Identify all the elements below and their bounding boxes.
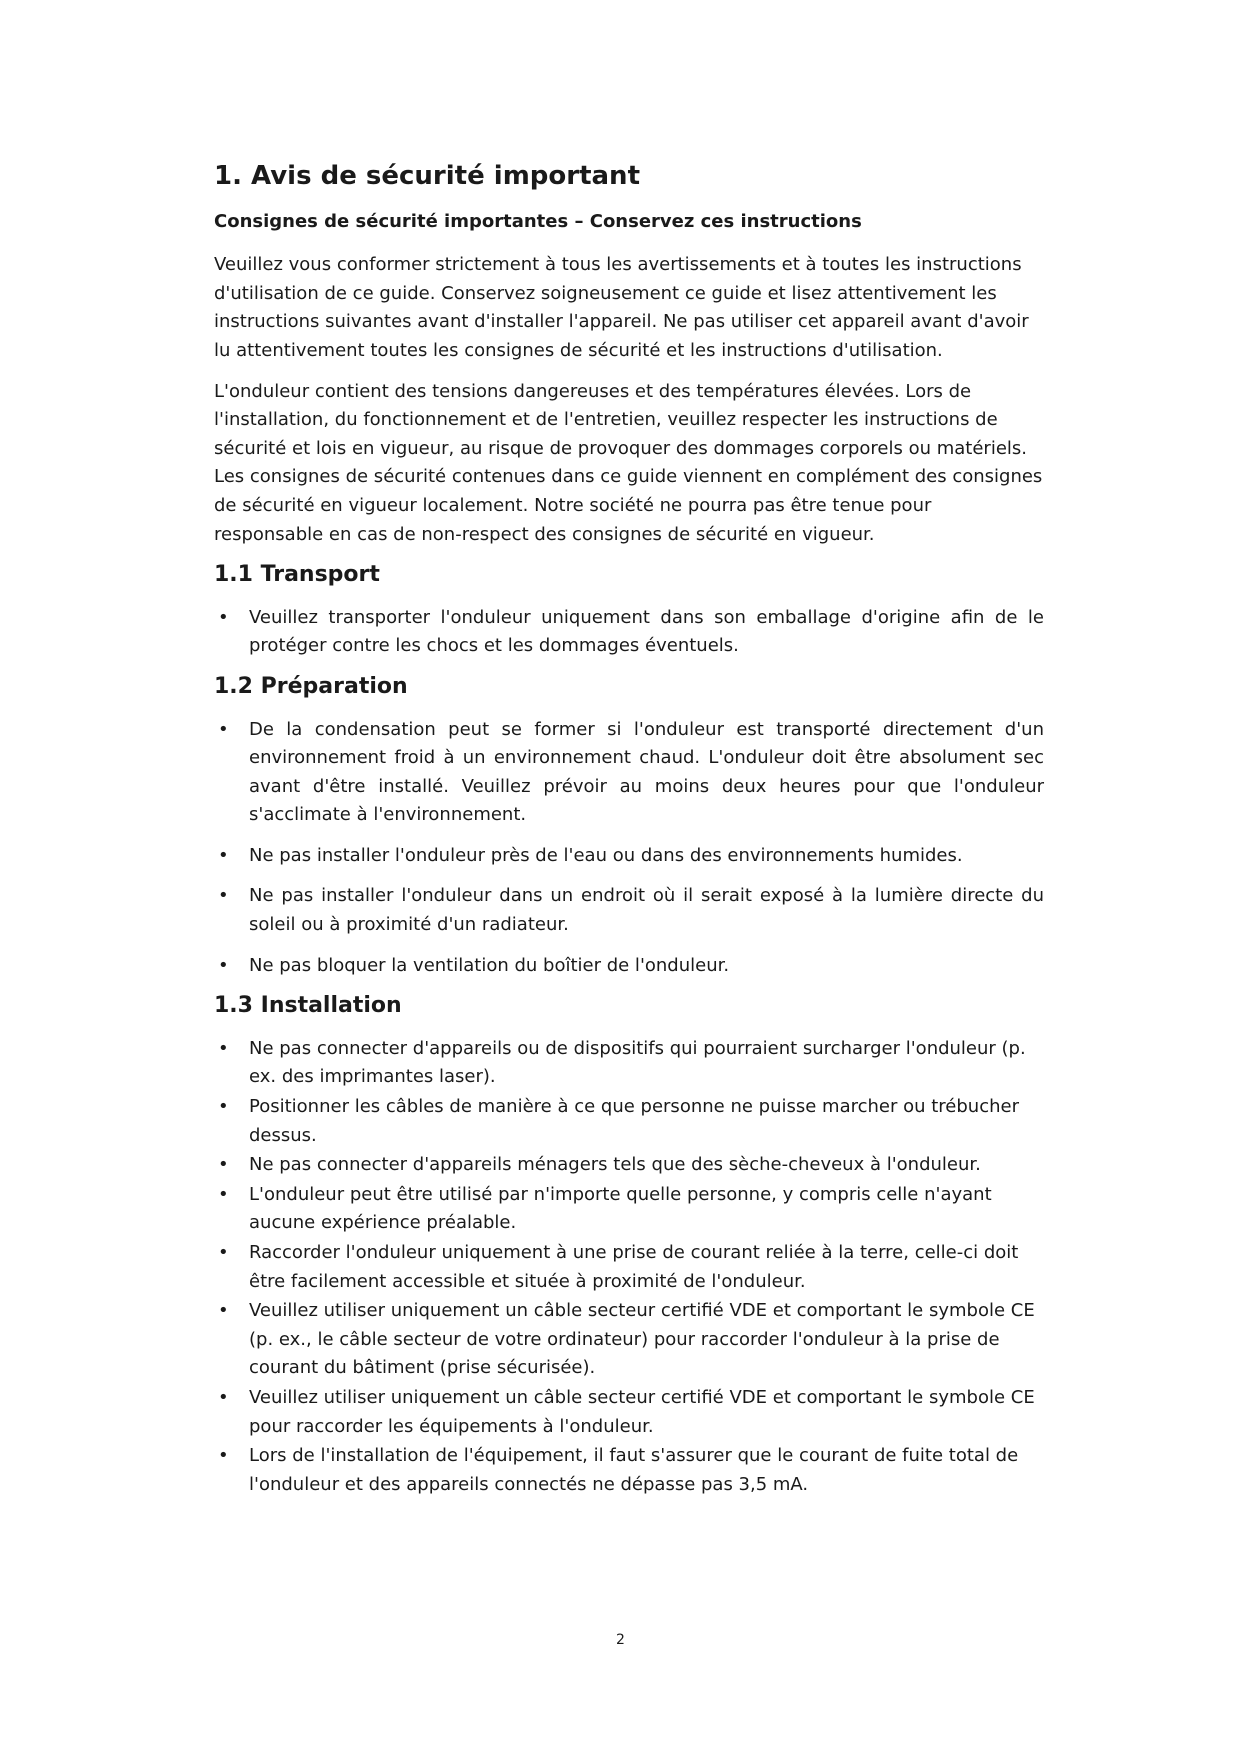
transport-list xyxy=(214,604,1044,661)
subtitle: Consignes de sécurité importantes – Conservez ces instructions xyxy=(214,210,862,232)
list-item: • Ne pas bloquer la ventilation du boîtier de l'onduleur. xyxy=(214,952,1044,981)
bullet-icon: • xyxy=(218,718,229,740)
list-item: • Veuillez utiliser uniquement un câble secteur certifié VDE et comportant le symbole CE pour raccorder les équipements à l'onduleur. xyxy=(214,1384,1044,1441)
bullet-icon: • xyxy=(218,1037,229,1059)
installation-list xyxy=(214,1035,1044,1500)
list-item: • Veuillez utiliser uniquement un câble secteur certifié VDE et comportant le symbole CE (p. ex., le câble secteur de votre ordinateur) pour raccorder l'onduleur à la prise de courant du bâtiment (prise sécurisée). xyxy=(214,1297,1044,1383)
list-item: • Positionner les câbles de manière à ce que personne ne puisse marcher ou trébucher dessus. xyxy=(214,1093,1044,1150)
list-item: • Ne pas installer l'onduleur dans un endroit où il serait exposé à la lumière directe du soleil ou à proximité d'un radiateur. xyxy=(214,882,1044,939)
bullet-icon: • xyxy=(218,954,229,976)
list-item: • Veuillez transporter l'onduleur uniquement dans son emballage d'origine afin de le protéger contre les chocs et les dommages éventuels. xyxy=(214,604,1044,661)
list-item: • Lors de l'installation de l'équipement, il faut s'assurer que le courant de fuite total de l'onduleur et des appareils connectés ne dépasse pas 3,5 mA. xyxy=(214,1442,1044,1499)
bullet-icon: • xyxy=(218,844,229,866)
bullet-icon: • xyxy=(218,606,229,628)
section-heading-installation: 1.3 Installation xyxy=(214,993,402,1019)
list-item: • Ne pas connecter d'appareils ménagers tels que des sèche-cheveux à l'onduleur. xyxy=(214,1151,1044,1180)
bullet-icon: • xyxy=(218,885,229,907)
bullet-icon: • xyxy=(218,1183,229,1205)
section-heading-preparation: 1.2 Préparation xyxy=(214,673,408,699)
page-title: 1. Avis de sécurité important xyxy=(214,161,640,191)
bullet-icon: • xyxy=(218,1242,229,1263)
intro-paragraph-2: L'onduleur contient des tensions dangereuses et des températures élevées. Lors de l'installation, du fonctionnement et de l'entretien, veuillez respecter les instructions de sécurité et lois en vigueur, au risque de provoquer des dommages corporels ou matériels. Les consignes de sécurité contenues dans ce guide viennent en complément des consignes de sécurité en vigueur localement. Notre société ne pourra pas être tenue pour responsable en cas de non-respect des consignes de sécurité en vigueur. xyxy=(214,380,1043,545)
list-item: • Ne pas installer l'onduleur près de l'eau ou dans des environnements humides. xyxy=(214,842,1044,871)
bullet-icon: • xyxy=(218,1386,229,1408)
page-number: 2 xyxy=(616,1632,625,1648)
intro-paragraph-1: Veuillez vous conformer strictement à tous les avertissements et à toutes les instructions d'utilisation de ce guide. Conservez soigneusement ce guide et lisez attentivement les instructions suivantes avant d'installer l'appareil. Ne pas utiliser cet appareil avant d'avoir lu attentivement toutes les consignes de sécurité et les instructions d'utilisation. xyxy=(214,254,1029,361)
list-item: • Ne pas connecter d'appareils ou de dispositifs qui pourraient surcharger l'onduleur (p. ex. des imprimantes laser). xyxy=(214,1035,1044,1092)
bullet-icon: • xyxy=(218,1096,229,1118)
list-item: • Raccorder l'onduleur uniquement à une prise de courant reliée à la terre, celle-ci doit être facilement accessible et située à proximité de l'onduleur. xyxy=(214,1239,1044,1296)
bullet-icon: • xyxy=(218,1154,229,1176)
bullet-icon: • xyxy=(218,1445,229,1467)
section-heading-transport: 1.1 Transport xyxy=(214,562,380,588)
list-item: • De la condensation peut se former si l'onduleur est transporté directement d'un environnement froid à un environnement chaud. L'onduleur doit être absolument sec avant d'être installé. Veuillez prévoir au moins deux heures pour que l'onduleur s'acclimate à l'environnement. xyxy=(214,716,1044,830)
bullet-icon: • xyxy=(218,1300,229,1322)
document-page xyxy=(214,160,1044,1511)
preparation-list xyxy=(214,716,1044,981)
list-item: • L'onduleur peut être utilisé par n'importe quelle personne, y compris celle n'ayant aucune expérience préalable. xyxy=(214,1181,1044,1238)
